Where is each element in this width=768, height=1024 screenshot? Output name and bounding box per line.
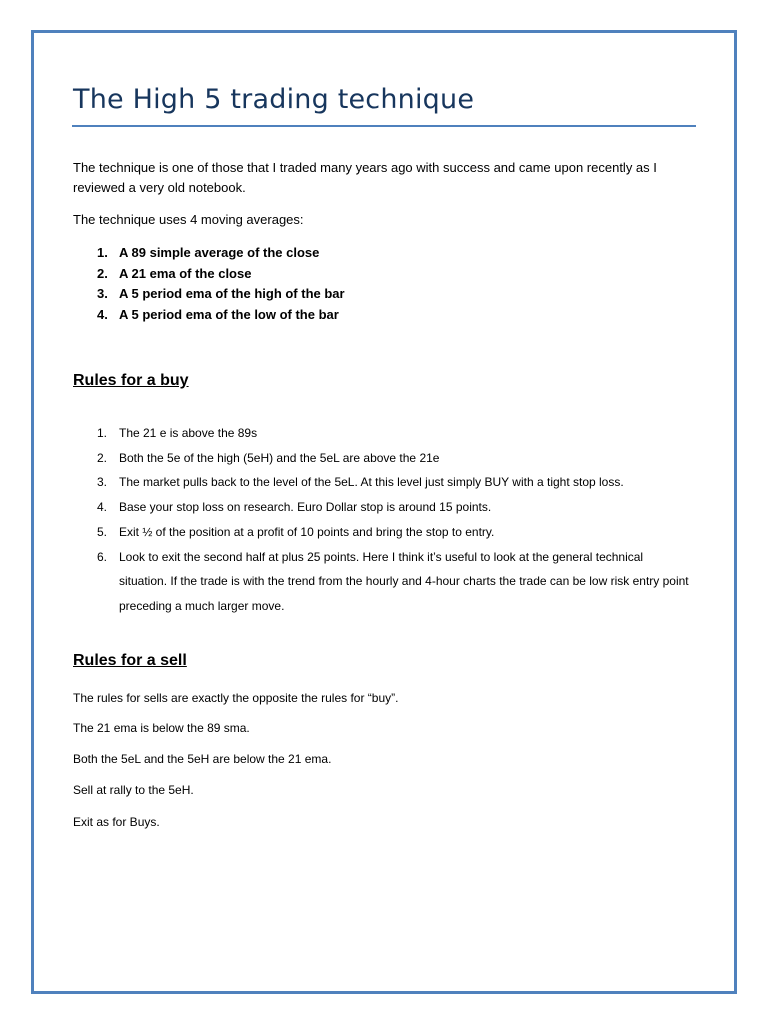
moving-averages-list (73, 243, 345, 325)
list-item (73, 495, 694, 520)
list-item-text: A 89 simple average of the close (119, 245, 320, 260)
sell-rules-heading: Rules for a sell (73, 652, 187, 669)
sell-rule-line: Both the 5eL and the 5eH are below the 21 ema. (73, 752, 332, 766)
intro-paragraph: The technique is one of those that I traded many years ago with success and came upon recently as I reviewed a very old notebook. (73, 160, 657, 195)
list-item-number: 5. (97, 524, 108, 539)
list-item (73, 284, 345, 305)
list-item-text: The 21 e is above the 89s (119, 426, 258, 440)
list-item-text: Look to exit the second half at plus 25 points. Here I think it’s useful to look at the general technical situation. If the trade is with the trend from the hourly and 4-hour charts the trade can be low risk entry point preceding a much larger move. (119, 549, 689, 613)
list-item-text: A 5 period ema of the low of the bar (119, 306, 339, 322)
sell-rule-line: Sell at rally to the 5eH. (73, 783, 194, 797)
sell-rule-line: The rules for sells are exactly the opposite the rules for “buy”. (73, 691, 399, 705)
list-item-text: Base your stop loss on research. Euro Dollar stop is around 15 points. (119, 500, 492, 515)
list-item (73, 520, 694, 545)
list-item-text: A 5 period ema of the high of the bar (119, 286, 345, 301)
list-item-number: 2. (97, 450, 108, 465)
sell-rule-line: The 21 ema is below the 89 sma. (73, 721, 250, 735)
title-underline (72, 125, 696, 127)
list-item-number: 3. (97, 475, 108, 490)
list-item-text: The market pulls back to the level of the 5eL. At this level just simply BUY with a tight stop loss. (119, 475, 624, 490)
list-item (73, 243, 345, 264)
buy-rules-heading: Rules for a buy (73, 372, 189, 389)
page-title: The High 5 trading technique (73, 84, 475, 115)
list-item (73, 264, 345, 285)
list-item-number: 1. (97, 426, 108, 440)
list-item (73, 421, 694, 446)
list-item-number: 3. (97, 286, 108, 301)
buy-rules-list (73, 421, 694, 619)
list-item-number: 4. (97, 500, 108, 515)
sell-rule-line: Exit as for Buys. (73, 815, 160, 829)
list-item-text: Both the 5e of the high (5eH) and the 5eL are above the 21e (119, 450, 440, 465)
list-item (73, 470, 694, 495)
list-item-number: 2. (97, 265, 108, 281)
list-item-number: 1. (97, 245, 108, 260)
list-item-text: Exit ½ of the position at a profit of 10 points and bring the stop to entry. (119, 524, 495, 539)
list-item (73, 446, 694, 471)
list-item-text: A 21 ema of the close (119, 265, 252, 281)
averages-lead-paragraph: The technique uses 4 moving averages: (73, 212, 304, 227)
list-item (73, 305, 345, 326)
list-item (73, 545, 694, 619)
list-item-number: 6. (97, 549, 108, 564)
list-item-number: 4. (97, 306, 108, 322)
